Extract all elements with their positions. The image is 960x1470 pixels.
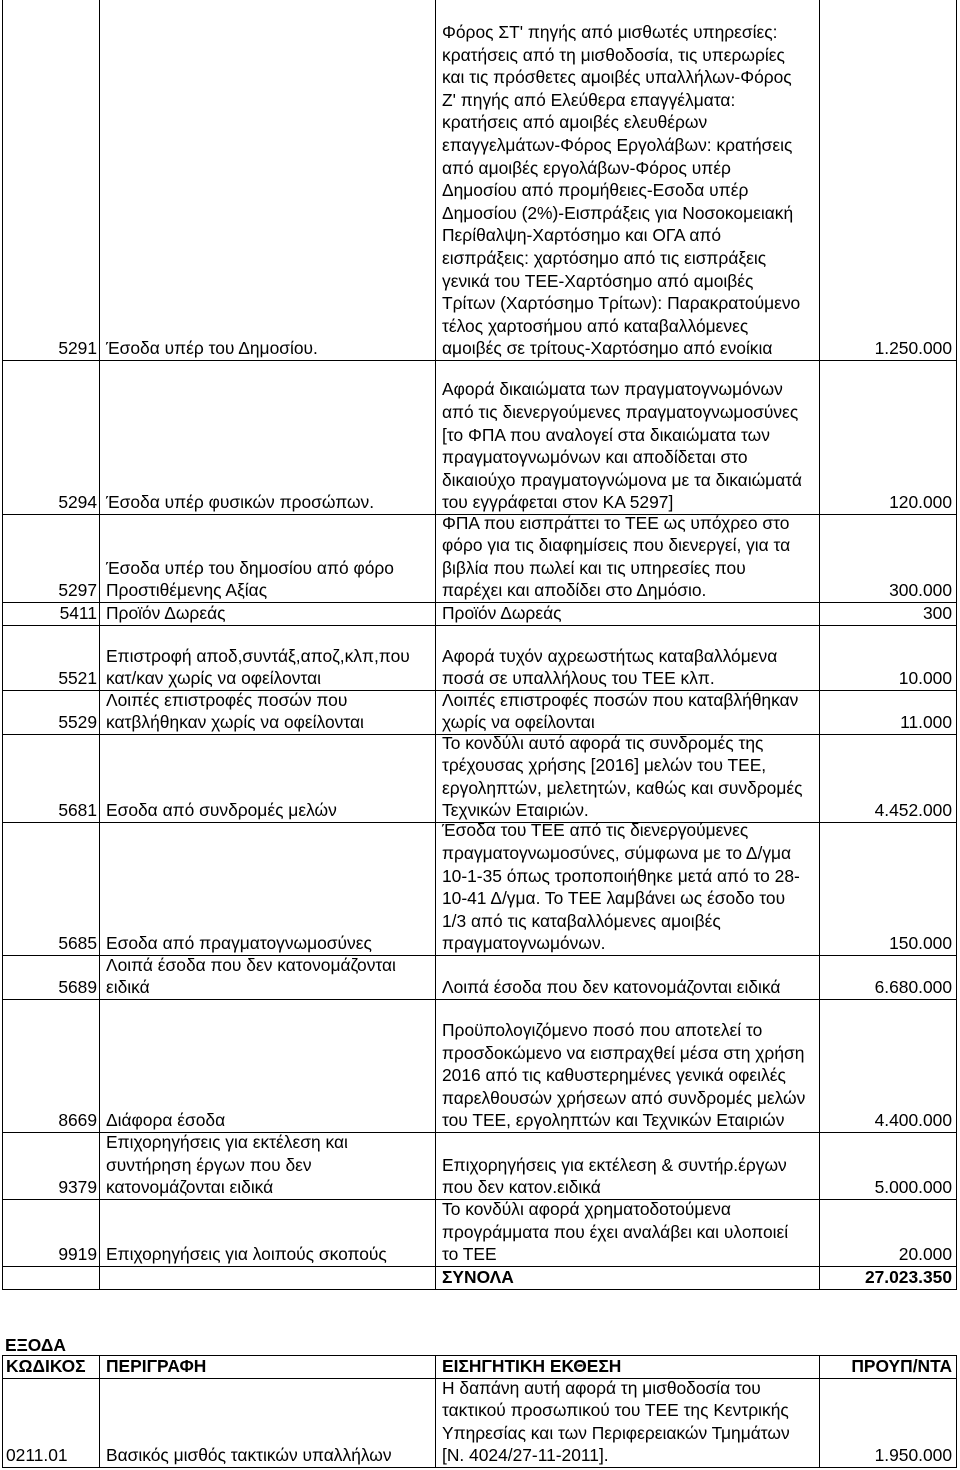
amount-line: 4.400.000 (874, 1110, 952, 1131)
explanation-cell (436, 956, 820, 999)
explanation-line: πραγματογνωμόνων. (442, 933, 606, 954)
description-line: Εσοδα από πραγματογνωμοσύνες (106, 933, 372, 954)
explanation-line: Επιχορηγήσεις για εκτέλεση & συντήρ.έργων (442, 1154, 787, 1175)
code-line: 5291 (58, 338, 97, 359)
amount-cell (820, 0, 957, 360)
explanation-line: Τρίτων (Χαρτόσημο Τρίτων): Παρακρατούμενο (442, 293, 801, 314)
explanation-line: εργοληπτών, μελετητών, καθώς και συνδρομές (442, 777, 803, 798)
column-header-code: ΚΩΔΙΚΟΣ (3, 1356, 100, 1378)
code-line: 5521 (58, 668, 97, 689)
budget-row (2, 1200, 957, 1267)
description-cell (100, 1200, 436, 1266)
budget-row (2, 603, 957, 626)
explanation-line: επαγγελμάτων-Φόρος Εργολάβων: κρατήσεις (442, 135, 793, 156)
explanation-cell (436, 603, 820, 625)
budget-row (2, 691, 957, 735)
description-line: Έσοδα υπέρ του δημοσίου από φόρο (106, 557, 394, 578)
description-cell (100, 1267, 436, 1289)
code-cell (3, 515, 100, 602)
explanation-line: Ζ' πηγής από Ελεύθερα επαγγέλματα: (442, 89, 736, 110)
explanation-line: προσδοκώμενο να εισπραχθεί μέσα στη χρήση (442, 1042, 805, 1063)
description-cell (100, 1133, 436, 1199)
amount-line: 10.000 (898, 668, 952, 689)
amount-line: 6.680.000 (874, 977, 952, 998)
budget-row (2, 1133, 957, 1200)
code-cell (3, 823, 100, 955)
code-line: 9379 (58, 1177, 97, 1198)
explanation-line: βιβλία που πωλεί και τις υπηρεσίες που (442, 557, 746, 578)
explanation-line: του εγγράφεται στον ΚΑ 5297] (442, 492, 674, 513)
amount-line: 5.000.000 (874, 1177, 952, 1198)
description-line: Προϊόν Δωρεάς (106, 603, 226, 624)
totals-row (2, 1267, 957, 1290)
description-line: Επιστροφή αποδ,συντάξ,αποζ,κλπ,που (106, 645, 410, 666)
amount-line: 150.000 (889, 933, 952, 954)
code-cell (3, 361, 100, 514)
description-cell (100, 361, 436, 514)
description-line: κατβλήθηκαν χωρίς να οφείλονται (106, 712, 364, 733)
explanation-line: τρέχουσας χρήσης [2016] μελών του ΤΕΕ, (442, 755, 767, 776)
code-line: 9919 (58, 1244, 97, 1265)
explanation-line: ΦΠΑ που εισπράττει το ΤΕΕ ως υπόχρεο στο (442, 512, 790, 533)
amount-line: 300 (922, 603, 952, 624)
code-line: 5685 (58, 933, 97, 954)
description-line: Λοιπές επιστροφές ποσών που (106, 689, 348, 710)
explanation-line: Το κονδύλι αφορά χρηματοδοτούμενα (442, 1199, 731, 1220)
explanation-line: πραγματογνωμοσύνες, σύμφωνα με το Δ/γμα (442, 843, 792, 864)
code-cell (3, 626, 100, 690)
explanation-line: [Ν. 4024/27-11-2011]. (442, 1445, 609, 1466)
totals-label-cell (436, 1267, 820, 1289)
explanation-line: κρατήσεις από τη μισθοδοσία, τις υπερωρίες (442, 44, 785, 65)
explanation-line: γενικά του ΤΕΕ-Χαρτόσημο από αμοιβές (442, 270, 754, 291)
explanation-line: κρατήσεις από αμοιβές ελευθέρων (442, 112, 708, 133)
amount-cell (820, 956, 957, 999)
explanation-line: που δεν κατον.ειδικά (442, 1177, 601, 1198)
totals-amount-cell (820, 1267, 957, 1289)
amount-line: 4.452.000 (874, 800, 952, 821)
explanation-cell (436, 0, 820, 360)
explanation-line: το ΤΕΕ (442, 1244, 497, 1265)
explanation-line: Η δαπάνη αυτή αφορά τη μισθοδοσία του (442, 1377, 761, 1398)
description-line: Βασικός μισθός τακτικών υπαλλήλων (106, 1445, 392, 1466)
code-cell (3, 691, 100, 734)
explanation-line: 2016 από τις καθυστερημένες γενικά οφειλές (442, 1065, 786, 1086)
explanation-cell (436, 1000, 820, 1132)
code-line: 5529 (58, 712, 97, 733)
code-line: 8669 (58, 1110, 97, 1131)
code-line: 0211.01 (6, 1445, 68, 1466)
explanation-line: από αμοιβές εργολάβων-Φόρος υπέρ (442, 157, 731, 178)
description-line: Επιχορηγήσεις για λοιπούς σκοπούς (106, 1244, 387, 1265)
code-cell (3, 1267, 100, 1289)
explanation-line: Λοιπές επιστροφές ποσών που καταβλήθηκαν (442, 689, 799, 710)
explanation-line: από τις διενεργούμενες πραγματογνωμοσύνες (442, 402, 799, 423)
amount-line: 11.000 (900, 712, 952, 733)
amount-cell (820, 1000, 957, 1132)
amount-cell (820, 515, 957, 602)
explanation-line: χωρίς να οφείλονται (442, 712, 595, 733)
explanation-line: Το κονδύλι αυτό αφορά τις συνδρομές της (442, 732, 764, 753)
totals-amount: 27.023.350 (864, 1267, 952, 1288)
section-title-expenses: ΕΞΟΔΑ (5, 1335, 66, 1355)
code-cell (3, 1379, 100, 1467)
explanation-line: ποσά σε υπαλλήλους του ΤΕΕ κλπ. (442, 668, 715, 689)
description-line: Επιχορηγήσεις για εκτέλεση και (106, 1132, 348, 1153)
budget-row (2, 956, 957, 1000)
description-cell (100, 735, 436, 822)
explanation-cell (436, 691, 820, 734)
explanation-line: και τις πρόσθετες αμοιβές υπαλλήλων-Φόρος (442, 67, 792, 88)
explanation-line: παρέχει και αποδίδει στο Δημόσιο. (442, 580, 707, 601)
explanation-line: Λοιπά έσοδα που δεν κατονομάζονται ειδικά (442, 977, 781, 998)
code-line: 5689 (58, 977, 97, 998)
code-cell (3, 1133, 100, 1199)
explanation-cell (436, 1200, 820, 1266)
description-line: ειδικά (106, 977, 150, 998)
budget-row (2, 626, 957, 691)
explanation-cell (436, 626, 820, 690)
description-line: Προστιθέμενης Αξίας (106, 580, 268, 601)
explanation-cell (436, 1379, 820, 1467)
budget-row (2, 732, 957, 823)
budget-row (2, 1379, 957, 1468)
amount-line: 1.950.000 (874, 1445, 952, 1466)
code-line: 5411 (59, 603, 97, 624)
explanation-line: Προϋπολογιζόμενο ποσό που αποτελεί το (442, 1020, 763, 1041)
amount-line: 300.000 (889, 580, 952, 601)
explanation-line: [το ΦΠΑ που αναλογεί στα δικαιώματα των (442, 424, 770, 445)
description-line: Διάφορα έσοδα (106, 1110, 226, 1131)
amount-line: 120.000 (889, 492, 952, 513)
amount-cell (820, 1200, 957, 1266)
explanation-cell (436, 820, 820, 955)
description-line: συντήρηση έργων που δεν (106, 1154, 312, 1175)
description-cell (100, 1379, 436, 1467)
explanation-line: Αφορά τυχόν αχρεωστήτως καταβαλλόμενα (442, 645, 778, 666)
amount-cell (820, 626, 957, 690)
totals-label: ΣΥΝΟΛΑ (442, 1267, 514, 1288)
explanation-line: προγράμματα που έχει αναλάβει και υλοποιεί (442, 1221, 789, 1242)
explanation-line: πραγματογνωμόνων και αποδίδεται στο (442, 447, 748, 468)
code-cell (3, 735, 100, 822)
description-cell (100, 603, 436, 625)
description-cell (100, 823, 436, 955)
explanation-cell (436, 361, 820, 514)
code-line: 5294 (58, 492, 97, 513)
code-cell (3, 956, 100, 999)
code-line: 5681 (58, 800, 97, 821)
description-cell (100, 515, 436, 602)
explanation-line: δικαιούχο πραγματογνώμονα με τα δικαιώματά (442, 469, 802, 490)
budget-row (2, 1000, 957, 1133)
explanation-cell (436, 1133, 820, 1199)
code-cell (3, 1200, 100, 1266)
explanation-line: τακτικού προσωπικού του ΤΕΕ της Κεντρικής (442, 1400, 789, 1421)
description-cell (100, 1000, 436, 1132)
explanation-line: εισπράξεις: χαρτόσημο από τις εισπράξεις (442, 248, 767, 269)
explanation-line: του ΤΕΕ, εργοληπτών και Τεχνικών Εταιριών (442, 1110, 785, 1131)
description-line: κατονομάζονται ειδικά (106, 1177, 274, 1198)
budget-row (2, 361, 957, 515)
description-cell (100, 691, 436, 734)
code-cell (3, 1000, 100, 1132)
budget-row (2, 512, 957, 603)
description-line: Έσοδα υπέρ του Δημοσίου. (106, 338, 318, 359)
column-header-description: ΠΕΡΙΓΡΑΦΗ (100, 1356, 436, 1378)
amount-cell (820, 361, 957, 514)
explanation-line: Υπηρεσίας και των Περιφερειακών Τμημάτων (442, 1422, 790, 1443)
description-cell (100, 956, 436, 999)
explanation-line: φόρο για τις διαφημίσεις που διενεργεί, για τα (442, 535, 791, 556)
description-cell (100, 0, 436, 360)
explanation-line: Αφορά δικαιώματα των πραγματογνωμόνων (442, 379, 783, 400)
amount-cell (820, 823, 957, 955)
column-header-amount: ΠΡΟΥΠ/ΝΤΑ (820, 1356, 957, 1378)
amount-line: 1.250.000 (874, 338, 952, 359)
amount-line: 20.000 (898, 1244, 952, 1265)
explanation-line: Έσοδα του ΤΕΕ από τις διενεργούμενες (442, 820, 749, 841)
description-cell (100, 626, 436, 690)
explanation-line: Προϊόν Δωρεάς (442, 603, 562, 624)
column-header-explanation: ΕΙΣΗΓΗΤΙΚΗ ΕΚΘΕΣΗ (436, 1356, 820, 1378)
explanation-cell (436, 732, 820, 822)
amount-cell (820, 1133, 957, 1199)
code-cell (3, 603, 100, 625)
budget-row (2, 820, 957, 956)
explanation-line: Τεχνικών Εταιριών. (442, 800, 589, 821)
explanation-line: 10-1-35 όπως τροποποιήθηκε μετά από το 28- (442, 865, 800, 886)
expenses-header-row (2, 1355, 957, 1379)
explanation-line: Δημοσίου από προμήθειες-Εσοδα υπέρ (442, 180, 749, 201)
amount-cell (820, 1379, 957, 1467)
explanation-line: 1/3 από τις καταβαλλόμενες αμοιβές (442, 910, 721, 931)
amount-cell (820, 603, 957, 625)
description-line: κατ/καν χωρίς να οφείλονται (106, 668, 321, 689)
amount-cell (820, 691, 957, 734)
description-line: Εσοδα από συνδρομές μελών (106, 800, 337, 821)
amount-cell (820, 735, 957, 822)
code-line: 5297 (58, 580, 97, 601)
explanation-line: Περίθαλψη-Χαρτόσημο και ΟΓΑ από (442, 225, 722, 246)
explanation-line: 10-41 Δ/γμα. Το ΤΕΕ λαμβάνει ως έσοδο του (442, 888, 786, 909)
code-cell (3, 0, 100, 360)
explanation-line: παρελθουσών χρήσεων από συνδρομές μελών (442, 1087, 806, 1108)
explanation-line: τέλος χαρτοσήμου από καταβαλλόμενες (442, 315, 749, 336)
explanation-line: Δημοσίου (2%)-Εισπράξεις για Νοσοκομειακή (442, 202, 794, 223)
description-line: Λοιπά έσοδα που δεν κατονομάζονται (106, 954, 396, 975)
budget-row (2, 0, 957, 361)
explanation-cell (436, 512, 820, 602)
explanation-line: Φόρος ΣΤ' πηγής από μισθωτές υπηρεσίες: (442, 22, 778, 43)
explanation-line: αμοιβές σε τρίτους-Χαρτόσημο από ενοίκια (442, 338, 773, 359)
description-line: Έσοδα υπέρ φυσικών προσώπων. (106, 492, 375, 513)
